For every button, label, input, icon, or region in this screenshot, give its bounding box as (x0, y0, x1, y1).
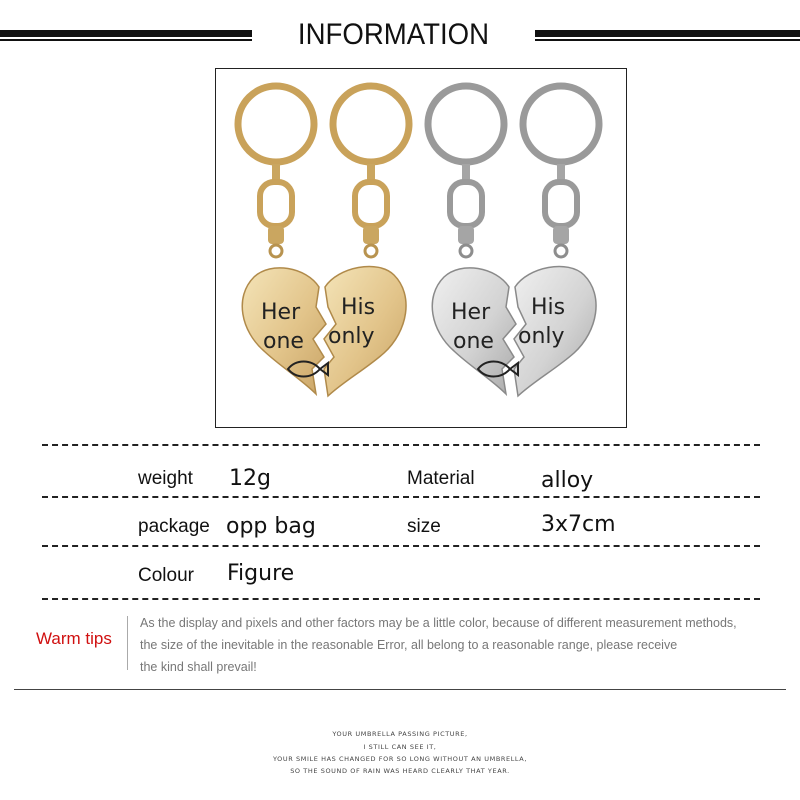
package-label: package (138, 516, 210, 537)
separator (42, 496, 760, 498)
warm-tips-line: As the display and pixels and other factors may be a little color, because of different measurement methods, (140, 616, 737, 630)
gold-engraving-one: one (263, 329, 304, 354)
silver-keychain-right (523, 86, 599, 257)
footer-poem-line: I STILL CAN SEE IT, (363, 743, 437, 751)
page-title: INFORMATION (297, 18, 490, 51)
product-photo (215, 68, 627, 428)
warm-tips-line: the kind shall prevail! (140, 660, 257, 674)
gold-engraving-her: Her (261, 300, 301, 325)
header-rule-left (0, 30, 252, 42)
silver-engraving-her: Her (451, 300, 491, 325)
warm-tips-line: the size of the inevitable in the reasonable Error, all belong to a reasonable range, please receive (140, 638, 678, 652)
gold-engraving-only: only (328, 324, 375, 349)
header-rule-right (535, 30, 800, 42)
separator (42, 545, 760, 547)
colour-label: Colour (138, 565, 194, 586)
weight-label: weight (138, 468, 193, 489)
colour-value: Figure (227, 561, 295, 586)
gold-keychain-left (238, 86, 314, 257)
separator (42, 444, 760, 446)
material-label: Material (407, 468, 475, 489)
footer-poem-line: SO THE SOUND OF RAIN WAS HEARD CLEARLY THAT YEAR. (290, 767, 510, 775)
warm-tips-label: Warm tips (36, 629, 112, 648)
weight-value: 12g (229, 466, 271, 491)
size-value: 3x7cm (541, 512, 616, 537)
gold-keychain-right (333, 86, 409, 257)
material-value: alloy (541, 468, 594, 493)
separator (42, 598, 760, 600)
gold-engraving-his: His (341, 295, 376, 320)
section-divider (14, 689, 786, 690)
footer-poem-line: YOUR UMBRELLA PASSING PICTURE, (332, 730, 468, 738)
package-value: opp bag (226, 514, 316, 539)
warm-tips-divider (127, 616, 128, 670)
silver-engraving-one: one (453, 329, 494, 354)
footer-poem-line: YOUR SMILE HAS CHANGED FOR SO LONG WITHOUT AN UMBRELLA, (272, 755, 528, 763)
silver-engraving-his: His (531, 295, 566, 320)
size-label: size (407, 516, 441, 537)
silver-engraving-only: only (518, 324, 565, 349)
silver-keychain-left (428, 86, 504, 257)
